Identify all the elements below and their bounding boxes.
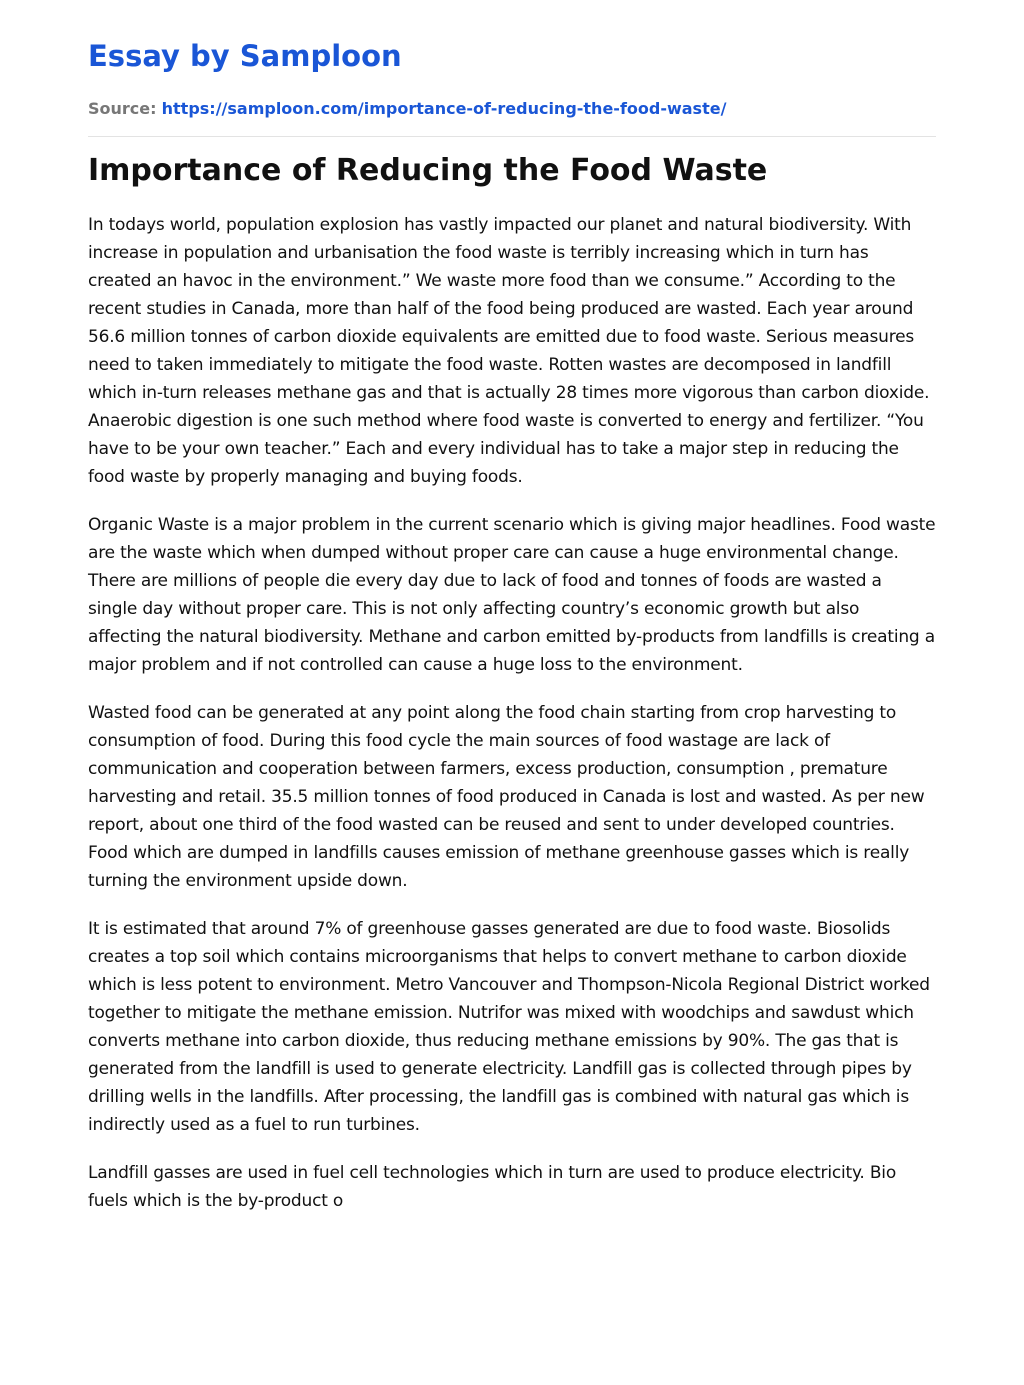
source-label: Source:	[88, 99, 157, 118]
source-line	[88, 98, 936, 120]
source-link[interactable]: https://samploon.com/importance-of-reducing-the-food-waste/	[161, 99, 727, 118]
essay-paragraph: Wasted food can be generated at any point along the food chain starting from crop harvesting to consumption of food. During this food cycle the main sources of food wastage are lack of communication and cooperation between farmers, excess production, consumption , premature harvesting and retail. 35.5 million tonnes of food produced in Canada is lost and wasted. As per new report, about one third of the food wasted can be reused and sent to under developed countries. Food which are dumped in landfills causes emission of methane greenhouse gasses which is really turning the environment upside down.	[88, 703, 925, 891]
essay-paragraph: In todays world, population explosion has vastly impacted our planet and natural biodiversity. With increase in population and urbanisation the food waste is terribly increasing which in turn has created an havoc in the environment.” We waste more food than we consume.” According to the recent studies in Canada, more than half of the food being produced are wasted. Each year around 56.6 million tonnes of carbon dioxide equivalents are emitted due to food waste. Serious measures need to taken immediately to mitigate the food waste. Rotten wastes are decomposed in landfill which in-turn releases methane gas and that is actually 28 times more vigorous than carbon dioxide. Anaerobic digestion is one such method where food waste is converted to energy and fertilizer. “You have to be your own teacher.” Each and every individual has to take a major step in reducing the food waste by properly managing and buying foods.	[88, 215, 930, 487]
essay-paragraph: Organic Waste is a major problem in the current scenario which is giving major headlines. Food waste are the waste which when dumped without proper care can cause a huge environmental change. There are millions of people die every day due to lack of food and tonnes of foods are wasted a single day without proper care. This is not only affecting country’s economic growth but also affecting the natural biodiversity. Methane and carbon emitted by-products from landfills is creating a major problem and if not controlled can cause a huge loss to the environment.	[88, 515, 936, 675]
essay-title: Importance of Reducing the Food Waste	[88, 153, 768, 188]
header-divider	[88, 136, 936, 137]
essay-page	[88, 36, 936, 1235]
site-title[interactable]: Essay by Samploon	[88, 39, 402, 73]
essay-paragraph: It is estimated that around 7% of greenhouse gasses generated are due to food waste. Biosolids creates a top soil which contains microorganisms that helps to convert methane to carbon dioxide which is less potent to environment. Metro Vancouver and Thompson-Nicola Regional District worked together to mitigate the methane emission. Nutrifor was mixed with woodchips and sawdust which converts methane into carbon dioxide, thus reducing methane emissions by 90%. The gas that is generated from the landfill is used to generate electricity. Landfill gas is collected through pipes by drilling wells in the landfills. After processing, the landfill gas is combined with natural gas which is indirectly used as a fuel to run turbines.	[88, 919, 930, 1135]
essay-body	[88, 211, 936, 1215]
essay-paragraph: Landfill gasses are used in fuel cell technologies which in turn are used to produce electricity. Bio fuels which is the by-product o	[88, 1163, 897, 1211]
